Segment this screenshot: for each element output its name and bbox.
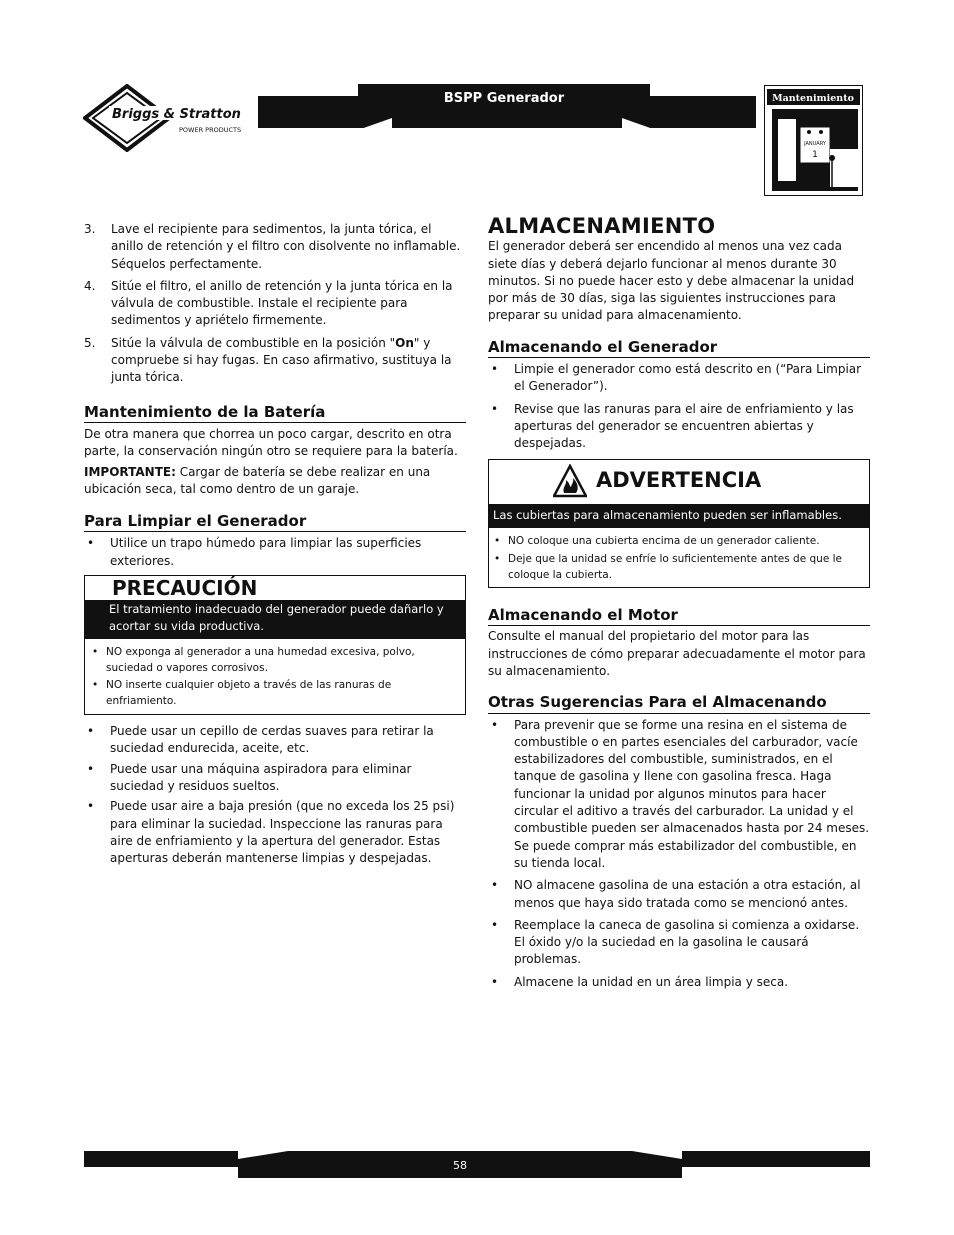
gen-storage-heading: Almacenando el Generador [488, 339, 870, 358]
other-heading: Otras Sugerencias Para el Almacenando [488, 694, 870, 713]
clean-heading: Para Limpiar el Generador [84, 513, 466, 532]
other-bullet: • NO almacene gasolina de una estación a otra estación, al menos que haya sido tratada como se mencionó antes. [491, 878, 861, 910]
important-note: IMPORTANTE: Cargar de batería se debe realizar en una ubicación seca, tal como dentro de un garaje. [84, 464, 431, 496]
warning-list [489, 528, 869, 588]
step-5: 5. Sitúe la válvula de combustible en la posición "On" y compruebe si hay fugas. En caso afirmativo, sustituya la junta tórica. [84, 335, 452, 385]
gen-bullet: • Limpie el generador como está descrito en (“Para Limpiar el Generador”). [491, 362, 862, 394]
warning-item: • NO coloque una cubierta encima de un generador caliente. [494, 534, 820, 547]
caution-list [85, 639, 465, 714]
clean-bullet-air: • Puede usar aire a baja presión (que no exceda los 25 psi) para eliminar la suciedad. Inspeccione las ranuras para aire de enfriamiento y la apertura del generador. Estas aperturas deberán mantenerse limpias y despejadas. [87, 799, 455, 866]
caution-item: • NO exponga al generador a una humedad excesiva, polvo, suciedad o vapores corrosivos. [92, 646, 415, 674]
warning-box [488, 459, 870, 589]
page-number: 58 [238, 1157, 682, 1178]
clean-bullet: • Utilice un trapo húmedo para limpiar las superficies exteriores. [87, 536, 422, 568]
other-bullet: • Reemplace la caneca de gasolina si comienza a oxidarse. El óxido y/o la suciedad en la gasolina le causará problemas. [491, 917, 860, 967]
clean-bullet-brush: • Puede usar un cepillo de cerdas suaves para retirar la suciedad endurecida, aceite, etc. [87, 724, 434, 756]
fire-hazard-icon [553, 464, 587, 498]
caution-title: PRECAUCIÓN [112, 576, 258, 601]
storage-intro: El generador deberá ser encendido al menos una vez cada siete días y deberá dejarlo funcionar al menos durante 30 minutos. Si no puede hacer esto y debe almacenar la unidad por más de 30 días, siga las siguientes instrucciones para preparar su unidad para almacenamiento. [488, 239, 855, 323]
logo-sub-text: POWER PRODUCTS [179, 126, 242, 134]
logo-brand-text: Briggs & Stratton [112, 107, 241, 122]
caution-item: • NO inserte cualquier objeto a través de las ranuras de enfriamiento. [92, 679, 392, 707]
battery-text: De otra manera que chorrea un poco cargar, descrito en otra parte, la conservación ningún otro se requiere para la batería. [84, 426, 458, 459]
battery-heading: Mantenimiento de la Batería [84, 404, 466, 423]
badge-label: Mantenimiento [772, 93, 854, 104]
briggs-stratton-logo [83, 84, 258, 152]
caution-box [84, 575, 466, 715]
motor-heading: Almacenando el Motor [488, 607, 870, 626]
svg-text:JANUARY: JANUARY [804, 141, 826, 147]
warning-title: ADVERTENCIA [596, 467, 762, 492]
step-4: 4. Sitúe el filtro, el anillo de retención y la junta tórica en la válvula de combustible. Instale el recipiente para sedimentos y apriételo firmemente. [84, 278, 453, 328]
warning-bar: Las cubiertas para almacenamiento pueden ser inflamables. [489, 504, 869, 528]
right-column [488, 214, 870, 991]
other-bullet: • Para prevenir que se forme una resina en el sistema de combustible o en partes esenciales del carburador, vacíe estabilizadores del combustible, suministrados, en el tanque de gasolina y llene con gasolina fresca. Haga funcionar la unidad por algunos minutos para hacer circular el aditivo a través del carburador. La unidad y el combustible pueden ser almacenados hasta por 24 meses. Se puede comprar más estabilizador del combustible, en su tienda local. [491, 717, 870, 870]
svg-text:1: 1 [812, 150, 818, 160]
warning-item: • Deje que la unidad se enfríe lo suficientemente antes de que le coloque la cubierta. [494, 553, 842, 581]
motor-text: Consulte el manual del propietario del motor para las instrucciones de cómo preparar adecuadamente el motor para su almacenamiento. [488, 629, 866, 678]
storage-title: ALMACENAMIENTO [488, 214, 716, 238]
caution-bar: El tratamiento inadecuado del generador puede dañarlo y acortar su vida productiva. [85, 600, 465, 639]
maintenance-badge [764, 85, 863, 196]
warning-header [489, 460, 869, 502]
step-3: 3. Lave el recipiente para sedimentos, la junta tórica, el anillo de retención y el filtro con disolvente no inflamable. Séquelos perfectamente. [84, 222, 461, 271]
other-bullet: • Almacene la unidad en un área limpia y seca. [491, 974, 789, 989]
left-column [84, 221, 466, 867]
header-title: BSPP Generador [358, 84, 650, 114]
gen-bullet: • Revise que las ranuras para el aire de enfriamiento y las aperturas del generador se encuentren abiertas y despejadas. [491, 401, 854, 451]
clean-bullet-vacuum: • Puede usar una máquina aspiradora para eliminar suciedad y residuos sueltos. [87, 761, 412, 793]
